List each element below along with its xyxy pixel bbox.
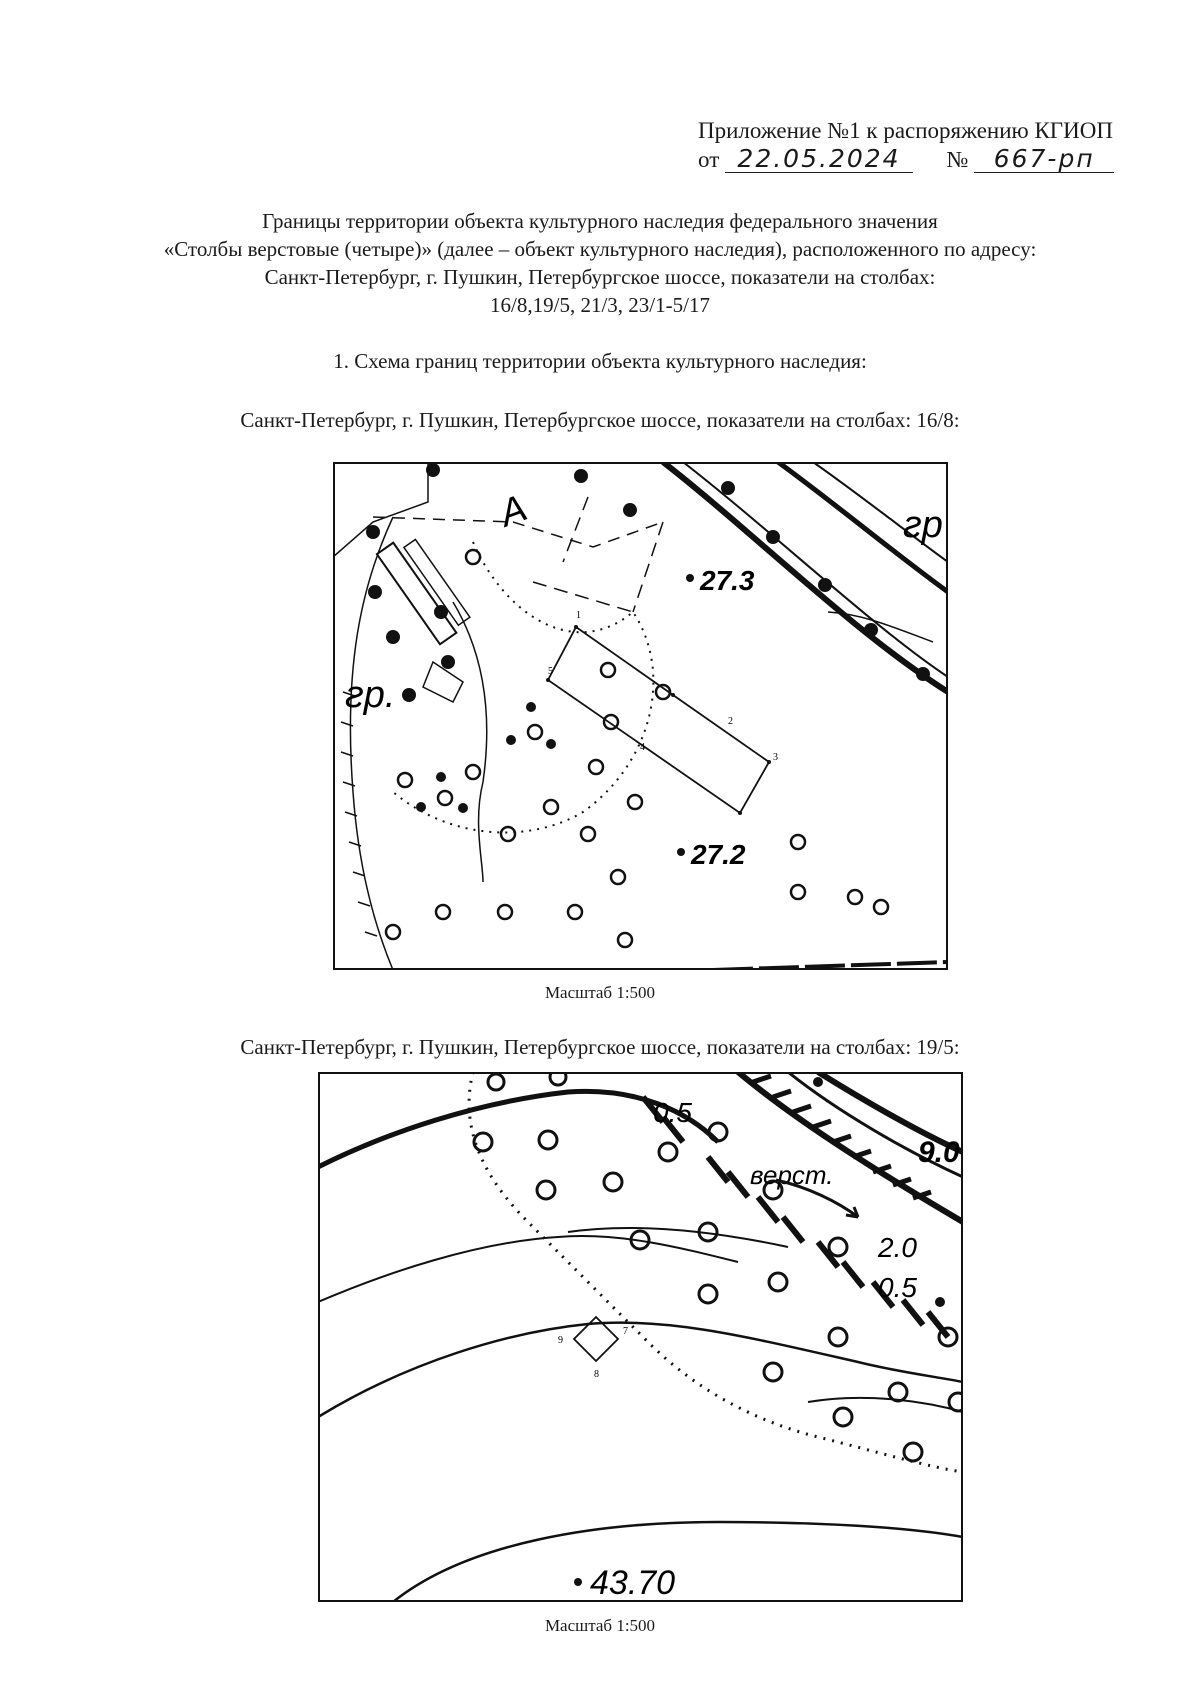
contour-label-2-0: 2.0 [878, 1232, 917, 1263]
point-5: 5 [548, 666, 553, 677]
map-label-gr-2: гр [903, 504, 943, 546]
map2-heading: Санкт-Петербург, г. Пушкин, Петербургское шоссе, показатели на столбах: 19/5: [240, 1035, 960, 1059]
number-label: № [946, 147, 969, 172]
handwritten-number: 667-рп [974, 146, 1114, 173]
title-line-4: 16/8,19/5, 21/3, 23/1-5/17 [490, 293, 710, 317]
point-2: 2 [728, 716, 733, 727]
document-title [60, 207, 1140, 319]
handwritten-date: 22.05.2024 [725, 146, 913, 173]
verst-label: верст. [750, 1160, 834, 1190]
map-scheme-2 [318, 1072, 963, 1602]
from-label: от [698, 147, 720, 172]
map-label-gr: гр. [345, 674, 396, 716]
map2-scale: Масштаб 1:500 [544, 1616, 656, 1635]
annex-header [698, 116, 1114, 174]
section-heading: 1. Схема границ территории объекта культурного наследия: [333, 349, 867, 373]
point-7: 7 [623, 1326, 628, 1337]
contour-label-9: 9.0 [918, 1136, 960, 1169]
point-3: 3 [773, 752, 778, 763]
zone-label-a: А [494, 487, 533, 536]
annex-title: Приложение №1 к распоряжению КГИОП [698, 118, 1113, 143]
point-9: 9 [558, 1335, 563, 1346]
elevation-27-3: 27.3 [700, 565, 755, 596]
annex-date-line [698, 145, 1114, 174]
title-line-2: «Столбы верстовые (четыре)» (далее – объект культурного наследия), расположенного по адресу: [163, 237, 1037, 261]
contour-label-0-5: 0.5 [653, 1097, 692, 1128]
map-scheme-1 [333, 462, 948, 970]
map1-scale: Масштаб 1:500 [544, 983, 656, 1002]
contour-label-0-5-lower: 0.5 [878, 1272, 917, 1303]
title-line-3: Санкт-Петербург, г. Пушкин, Петербургское шоссе, показатели на столбах: [264, 265, 936, 289]
title-line-1: Границы территории объекта культурного наследия федерального значения [262, 209, 938, 233]
point-8: 8 [594, 1369, 599, 1380]
point-4: 4 [640, 742, 645, 753]
elevation-43-70: 43.70 [590, 1564, 676, 1602]
point-1: 1 [576, 610, 581, 621]
map1-heading: Санкт-Петербург, г. Пушкин, Петербургское шоссе, показатели на столбах: 16/8: [240, 408, 960, 432]
elevation-27-2: 27.2 [691, 839, 746, 870]
